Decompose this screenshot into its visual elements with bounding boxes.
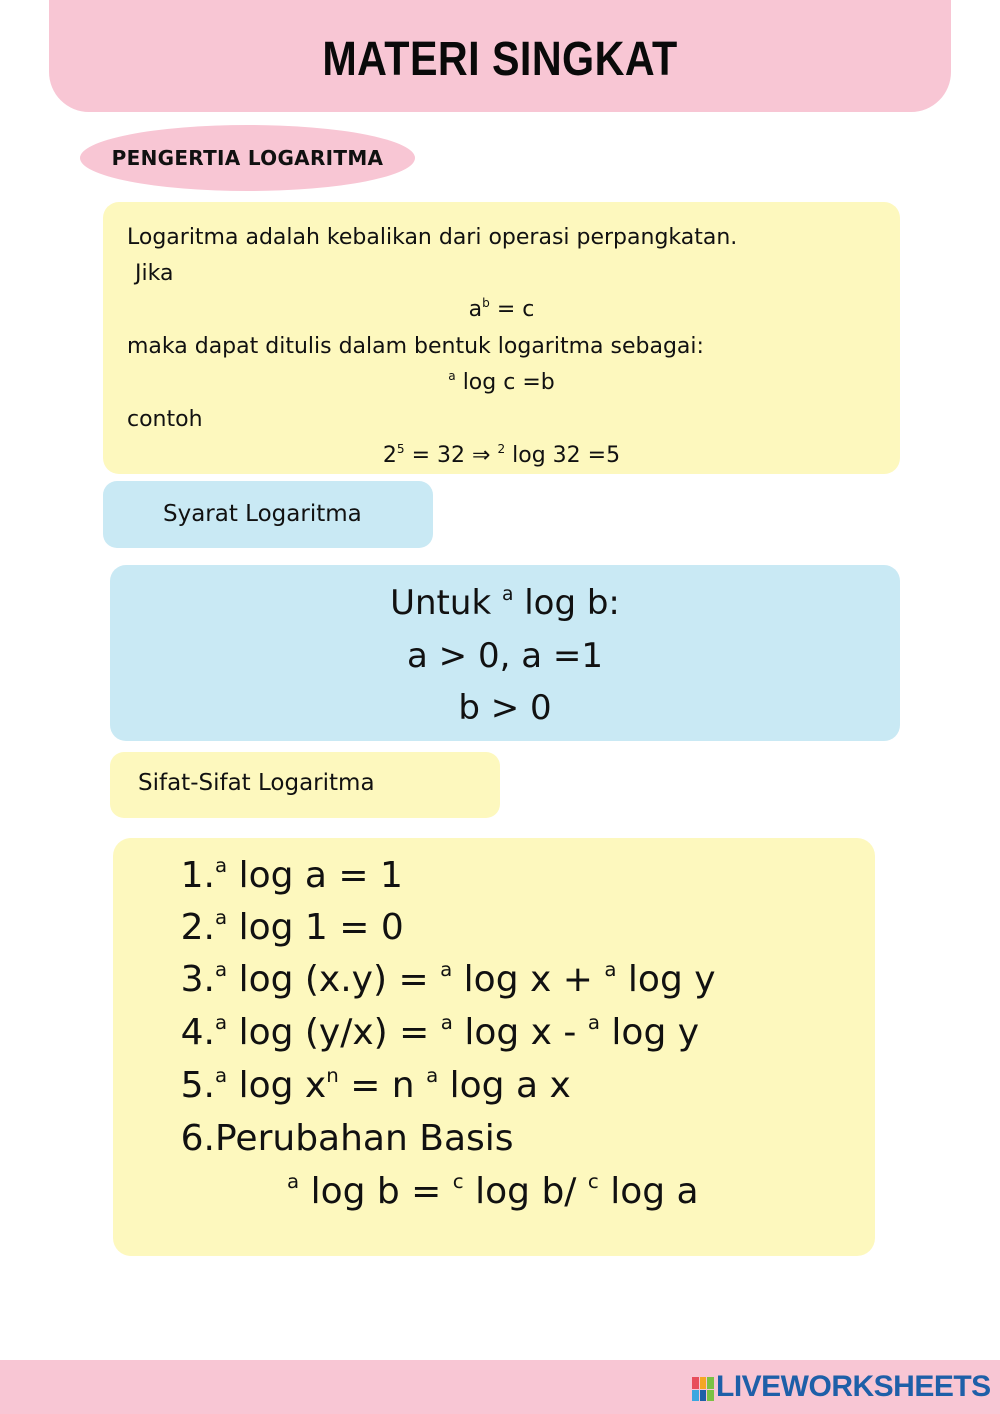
formula-log: $^a$ log c =b: [448, 368, 555, 395]
formula-power: $a^b = c$: [468, 295, 535, 322]
sifat-box: [113, 838, 875, 1256]
definition-jika: Jika: [135, 261, 174, 286]
header-banner: [49, 0, 951, 112]
sifat-rule-6: 6.Perubahan Basis: [180, 1118, 514, 1159]
liveworksheets-logo-icon: [692, 1377, 714, 1401]
syarat-box: [110, 565, 900, 741]
definition-box: [103, 202, 900, 474]
section-label-sifat: Sifat-Sifat Logaritma: [110, 752, 500, 818]
liveworksheets-brand[interactable]: LIVEWORKSHEETS: [716, 1370, 991, 1403]
sifat-rule-1: 1.$^a$ log a = 1: [180, 854, 403, 896]
footer-bar: [0, 1360, 1000, 1414]
formula-example: $2^5 = 32$ ⇒ $^2$ log 32 =5: [382, 441, 621, 468]
sifat-rule-6-formula: $^a$ log b = $^c$ log b/ $^c$ log a: [287, 1170, 699, 1212]
section-label-pengertian: PENGERTIA LOGARITMA: [80, 125, 415, 191]
sifat-rule-4: 4.$^a$ log (y/x) = $^a$ log x - $^a$ log y: [180, 1011, 700, 1053]
syarat-condition-a: a > 0, a =1: [407, 636, 603, 676]
page-title: MATERI SINGKAT: [322, 33, 678, 86]
sifat-rule-2: 2.$^a$ log 1 = 0: [180, 906, 404, 948]
section-label-syarat: Syarat Logaritma: [103, 481, 433, 548]
syarat-untuk: Untuk $^a$ log b:: [390, 583, 620, 623]
sifat-rule-3: 3.$^a$ log (x.y) = $^a$ log x + $^a$ log y: [180, 958, 716, 1000]
definition-contoh: contoh: [127, 407, 203, 432]
sifat-rule-5: 5.$^a$ $\log x^n = n$ $^a$ log a x: [180, 1064, 571, 1106]
syarat-condition-b: b > 0: [458, 688, 552, 728]
definition-text: Logaritma adalah kebalikan dari operasi perpangkatan.: [127, 225, 738, 250]
definition-maka: maka dapat ditulis dalam bentuk logaritma sebagai:: [127, 334, 704, 359]
